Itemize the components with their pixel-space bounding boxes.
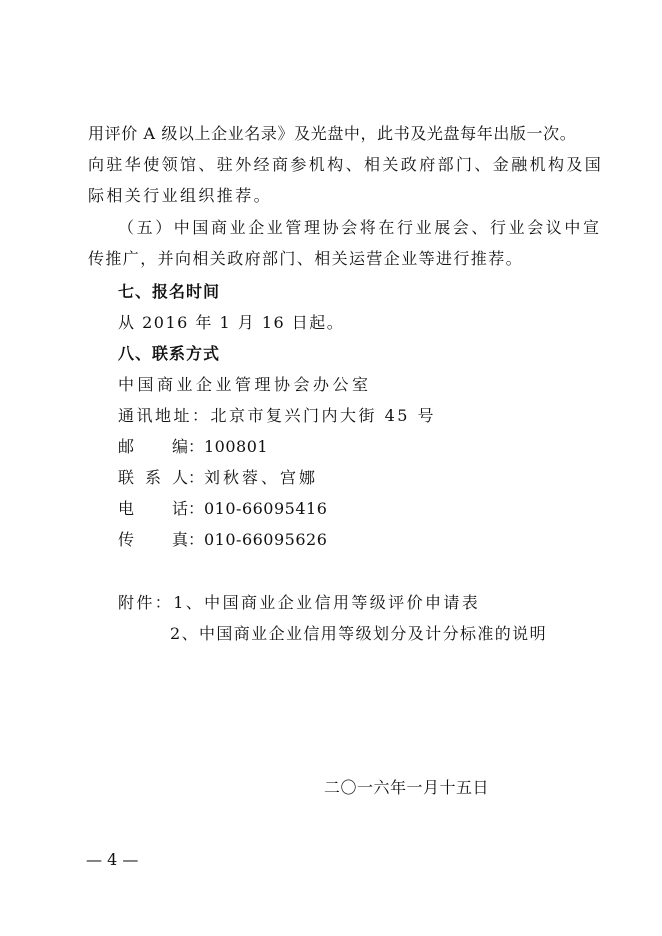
paragraph-line: 际相关行业组织推荐。	[88, 186, 273, 205]
contact-label: 联 系 人：	[118, 468, 205, 487]
attachment-1	[118, 592, 480, 614]
paragraph-line: （五）中国商业企业管理协会将在行业展会、行业会议中宣	[118, 218, 602, 237]
address-label: 通讯地址：	[118, 406, 211, 425]
postcode-value: 100801	[204, 437, 269, 456]
phone-value: 010-66095416	[204, 499, 328, 518]
contact-person	[118, 467, 318, 489]
phone-label: 电 话：	[118, 499, 205, 518]
contact-address	[118, 405, 436, 427]
contact-phone	[118, 498, 327, 520]
attachment-item: 1、中国商业企业信用等级评价申请表	[173, 593, 481, 612]
paragraph-line: 用评价 A 级以上企业名录》及光盘中，此书及光盘每年出版一次。	[88, 124, 577, 143]
registration-time-text: 从 2016 年 1 月 16 日起。	[118, 313, 345, 332]
document-date: 二〇一六年一月十五日	[324, 778, 490, 797]
attachments-label: 附件：	[118, 593, 174, 612]
page-number: — 4 —	[86, 850, 139, 869]
contact-org: 中国商业企业管理协会办公室	[118, 375, 372, 394]
paragraph-line: 传推广，并向相关政府部门、相关运营企业等进行推荐。	[88, 249, 524, 268]
address-value: 北京市复兴门内大街 45 号	[210, 406, 437, 425]
attachment-2: 2、中国商业企业信用等级划分及计分标准的说明	[170, 624, 547, 643]
postcode-label: 邮 编：	[118, 437, 205, 456]
paragraph-line: 向驻华使领馆、驻外经商参机构、相关政府部门、金融机构及国	[88, 155, 604, 174]
section-heading-contact: 八、联系方式	[118, 344, 221, 363]
contact-fax	[118, 529, 327, 551]
contact-postcode	[118, 436, 268, 458]
fax-value: 010-66095626	[204, 530, 328, 549]
contact-value: 刘秋蓉、宫娜	[204, 468, 319, 487]
fax-label: 传 真：	[118, 530, 205, 549]
section-heading-registration-time: 七、报名时间	[118, 282, 221, 301]
